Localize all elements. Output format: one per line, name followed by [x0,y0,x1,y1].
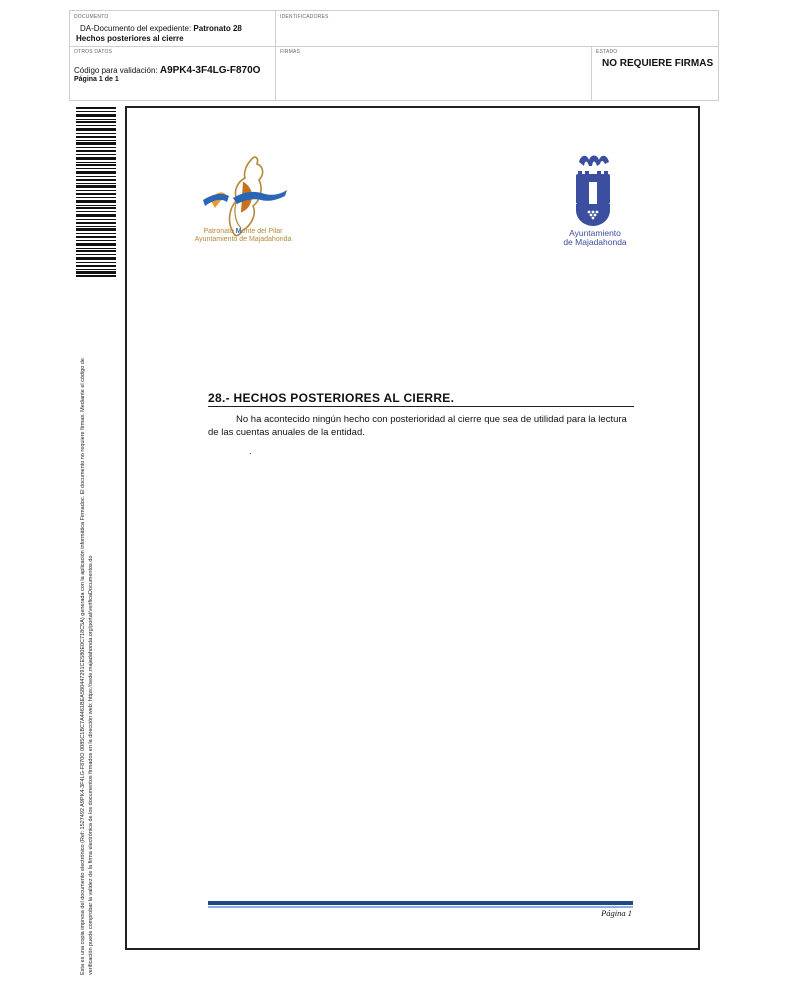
section-title: 28.- HECHOS POSTERIORES AL CIERRE. [208,391,634,407]
otros-datos-cell [70,46,276,101]
patronato-logo-text [181,228,305,244]
patronato-logo-name: Patronato [203,228,236,235]
firmas-label: FIRMAS [280,49,301,55]
footer-page-number: Página 1 [601,908,632,918]
estado-label: ESTADO [596,49,618,55]
document-page [125,106,700,950]
ayuntamiento-logo-line2: de Majadahonda [563,237,627,247]
documento-prefix: DA-Documento del expediente: [80,24,194,33]
ayuntamiento-logo-icon [573,152,613,227]
section-paragraph: No ha acontecido ningún hecho con posterioridad al cierre que sea de utilidad para la lectura de las cuentas anuales de la entidad. [208,414,627,438]
ayuntamiento-logo-text [545,229,645,247]
firmas-cell [276,46,592,101]
signature-header-table [69,10,719,101]
estado-value: NO REQUIERE FIRMAS [602,58,714,69]
patronato-logo-line2: Ayuntamiento de Majadahonda [194,236,292,243]
estado-cell [592,46,720,101]
identificadores-cell [276,11,720,46]
documento-label: DOCUMENTO [74,14,109,20]
barcode-icon [76,107,116,277]
documento-expediente: Patronato 28 [193,24,242,33]
patronato-logo-line1 [181,228,305,236]
validation-code-line [74,65,260,76]
documento-cell [70,11,276,46]
verification-note-line1: Esta es una copia impresa del documento electrónico (Ref: 1527492 A9PK4-3F4LG-F870O 0085C1BC7A4461BEA580447291CE580E0C718C5A) generada con la aplicación informática Firmadoc. El documento no requiere firmas. Mediante el código de [80,358,86,975]
patronato-logo-m: M [235,228,242,235]
page-count: Página 1 de 1 [74,76,119,83]
verification-note [80,295,95,975]
validation-code-prefix: Código para validación: [74,66,160,75]
otros-datos-label: OTROS DATOS [74,49,113,55]
documento-line [80,24,242,33]
verification-note-line2: verificación puede comprobar la validez de la firma electrónica de los documentos firmados en la dirección web: https://sede.majadahonda.org/portal/verificaDocumentos.do [87,555,94,975]
identificadores-label: IDENTIFICADORES [280,14,329,20]
stray-dot: . [249,446,252,456]
header-row-top [70,11,718,47]
ayuntamiento-logo-line1: Ayuntamiento [569,228,621,238]
footer-rule [208,901,633,908]
footer-rule-dark [208,901,633,905]
patronato-logo-name-rest: onte del Pilar [241,228,283,235]
documento-title: Hechos posteriores al cierre [76,34,184,43]
validation-code[interactable]: A9PK4-3F4LG-F870O [159,65,261,76]
